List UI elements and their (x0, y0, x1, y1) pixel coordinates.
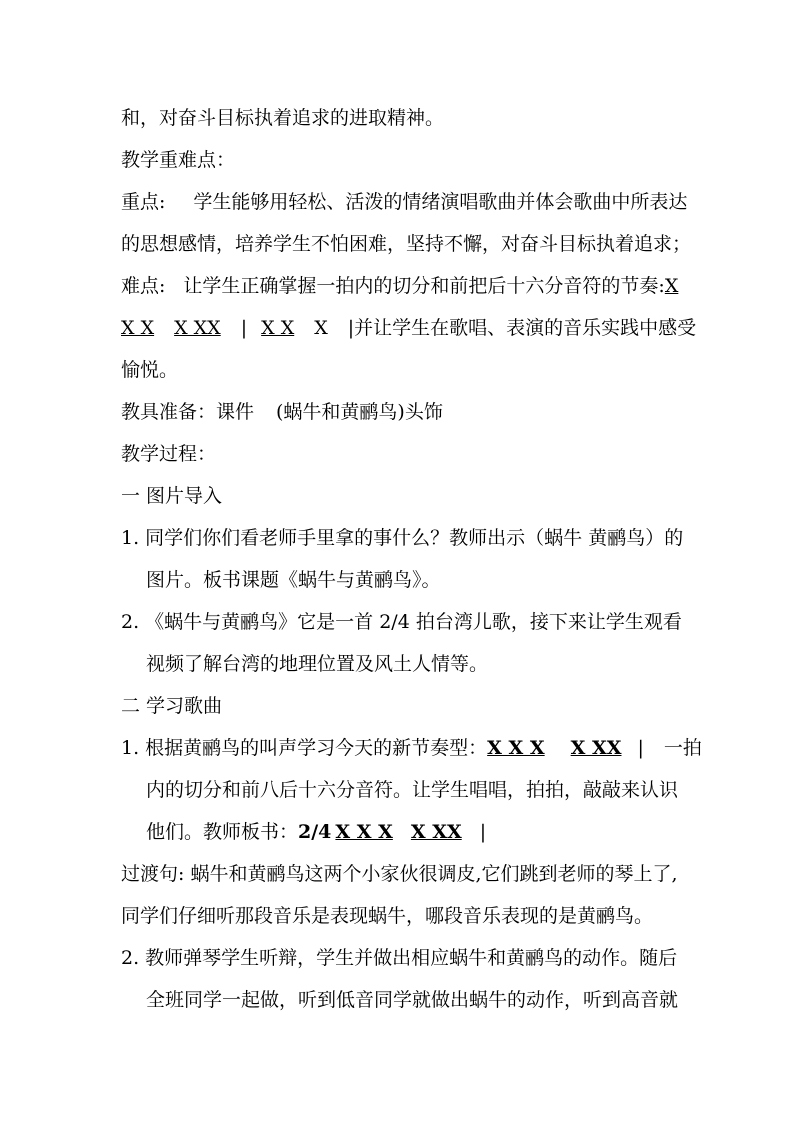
label: 难点: (121, 275, 166, 297)
list-item-continued (146, 651, 488, 677)
rhythm-note: X (664, 275, 679, 297)
bar-line: | (240, 317, 248, 339)
text: 并让学生在歌唱、表演的音乐实践中感受 (354, 317, 697, 339)
list-item-continued (146, 777, 678, 803)
list-item (121, 609, 682, 635)
list-item (121, 735, 702, 761)
list-item-continued (146, 987, 678, 1013)
text-line (121, 105, 444, 131)
rhythm-note: X XX (410, 821, 462, 843)
text-line (121, 399, 443, 425)
text: 2. 《蜗牛与黄鹂鸟》它是一首 2/4 拍台湾儿歌，接下来让学生观看 (121, 611, 682, 633)
text-line (121, 357, 178, 383)
text: 过渡句: 蜗牛和黄鹂鸟这两个小家伙很调皮,它们跳到老师的琴上了, (121, 863, 678, 885)
text: 同学们仔细听那段音乐是表现蜗牛，哪段音乐表现的是黄鹂鸟。 (121, 905, 654, 927)
bar-line: | (347, 317, 355, 339)
text-line (121, 273, 678, 299)
text: 他们。教师板书： (146, 821, 299, 843)
text: 让学生正确掌握一拍内的切分和前把后十六分音符的节奏: (183, 275, 665, 297)
text: 学生能够用轻松、活泼的情绪演唱歌曲并体会歌曲中所表达 (193, 191, 688, 213)
rhythm-note: X X X (487, 737, 545, 759)
bar-line: | (479, 821, 487, 843)
list-item (121, 525, 683, 551)
rhythm-note: X X X (335, 821, 393, 843)
text: 图片。板书课题《蜗牛与黄鹂鸟》。 (146, 569, 441, 591)
rhythm-note: X X (261, 317, 295, 339)
time-signature: 2/4 (298, 821, 332, 843)
label: 重点: (121, 191, 166, 213)
rhythm-line (121, 315, 696, 341)
text: 视频了解台湾的地理位置及风土人情等。 (146, 653, 489, 675)
rhythm-note: X (314, 317, 328, 339)
text: 和，对奋斗目标执着追求的进取精神。 (121, 107, 445, 129)
text: 全班同学一起做，听到低音同学就做出蜗牛的动作，听到高音就 (146, 989, 679, 1011)
text-line (121, 861, 678, 887)
text: 教学重难点： (121, 149, 236, 171)
text: (蜗牛和黄鹂鸟)头饰 (276, 401, 443, 423)
section-heading (121, 693, 222, 719)
text-line (121, 189, 687, 215)
section-heading (121, 147, 235, 173)
list-item-continued (146, 567, 441, 593)
bar-line: | (637, 737, 644, 759)
text: 教学过程： (121, 443, 217, 465)
rhythm-note: X XX (174, 317, 221, 339)
text: 2. 教师弹琴学生听辩，学生并做出相应蜗牛和黄鹂鸟的动作。随后 (121, 947, 678, 969)
text: 1. 同学们你们看老师手里拿的事什么？教师出示（蜗牛 黄鹂鸟）的 (121, 527, 684, 549)
text: 内的切分和前八后十六分音符。让学生唱唱，拍拍，敲敲来认识 (146, 779, 679, 801)
text: 的思想感情，培养学生不怕困难，坚持不懈，对奋斗目标执着追求； (121, 233, 692, 255)
text: 二 学习歌曲 (121, 695, 223, 717)
text-line (121, 231, 691, 257)
section-heading (121, 483, 222, 509)
text: 1. 根据黄鹂鸟的叫声学习今天的新节奏型： (121, 737, 488, 759)
rhythm-note: X X (121, 317, 155, 339)
list-item-continued (146, 819, 486, 845)
rhythm-note: X XX (570, 737, 622, 759)
text: 一拍 (663, 737, 702, 759)
text: 一 图片导入 (121, 485, 223, 507)
text: 愉悦。 (121, 359, 179, 381)
list-item (121, 945, 677, 971)
text-line (121, 903, 653, 929)
label: 教具准备：课件 (121, 401, 255, 423)
section-heading (121, 441, 216, 467)
